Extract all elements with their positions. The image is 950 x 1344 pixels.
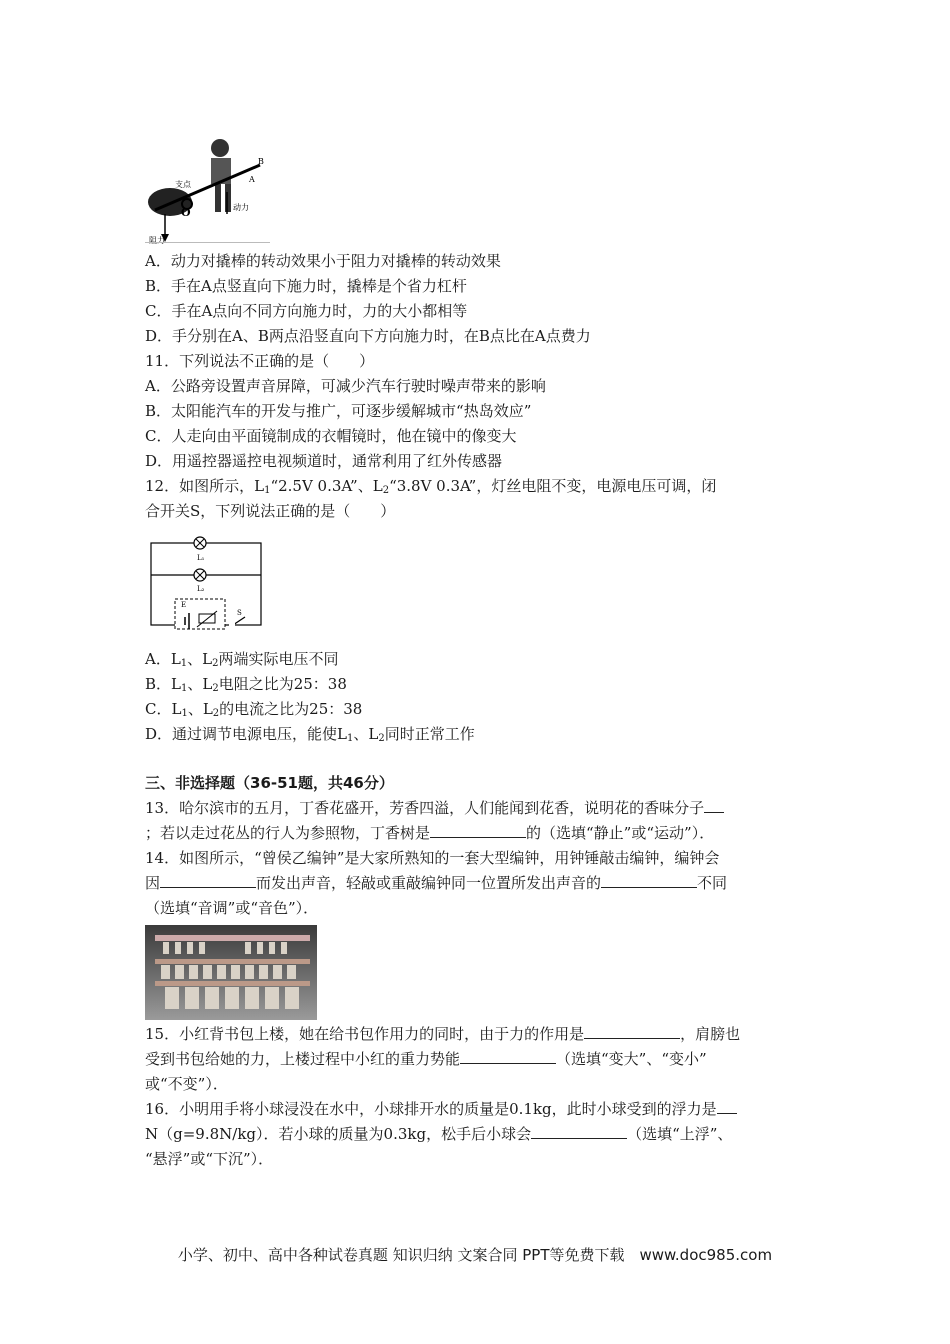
sub: 1 — [180, 658, 188, 669]
text-part: 的（选填“静止”或“运动”）． — [526, 824, 715, 842]
q16-line1 — [145, 1098, 737, 1120]
label-l1: L₁ — [197, 554, 205, 562]
q11-option-d: D．用遥控器遥控电视频道时，通常利用了红外传感器 — [145, 452, 503, 470]
text-part: （选填“变大”、“变小” — [556, 1050, 707, 1068]
text-part: 的电流之比为25：38 — [219, 700, 363, 718]
text-part: 不同 — [697, 874, 728, 892]
q11-option-a: A．公路旁设置声音屏障，可减少汽车行驶时噪声带来的影响 — [145, 377, 546, 395]
text-part: N（g=9.8N/kg）．若小球的质量为0.3kg，松手后小球会 — [145, 1125, 532, 1143]
text-part: 受到书包给她的力，上楼过程中小红的重力势能 — [145, 1050, 461, 1068]
section-title: 三、非选择题（36-51题，共46分） — [145, 774, 394, 792]
q15-line2 — [145, 1048, 707, 1070]
text-part: 而发出声音，轻敲或重敲编钟同一位置所发出声音的 — [256, 874, 602, 892]
text-part: A．L — [145, 650, 181, 668]
q11-option-c: C．人走向由平面镜制成的衣帽镜时，他在镜中的像变大 — [145, 427, 517, 445]
q12-stem — [145, 475, 716, 502]
text-part: 、L — [187, 650, 213, 668]
q11-option-b: B．太阳能汽车的开发与推广，可逐步缓解城市“热岛效应” — [145, 402, 532, 420]
sub: 2 — [378, 733, 385, 744]
sub: 1 — [180, 683, 188, 694]
q10-option-b: B．手在A点竖直向下施力时，撬棒是个省力杠杆 — [145, 277, 467, 295]
text-part: ；若以走过花丛的行人为参照物，丁香树是 — [145, 824, 431, 842]
answer-blank[interactable] — [430, 823, 526, 838]
text-part: 、L — [187, 675, 213, 693]
q12-option-a — [145, 648, 339, 675]
label-effort: 动力 — [233, 203, 249, 212]
q10-option-c: C．手在A点向不同方向施力时，力的大小都相等 — [145, 302, 468, 320]
answer-blank[interactable] — [601, 873, 697, 888]
sub: 2 — [212, 683, 219, 694]
lever-figure — [145, 130, 270, 245]
label-l2: L₂ — [197, 585, 205, 593]
text-part: C．L — [145, 700, 182, 718]
text-part: B．L — [145, 675, 181, 693]
label-a: A — [249, 175, 255, 184]
sub: 1 — [347, 733, 354, 744]
label-o: O — [181, 206, 191, 219]
text-part: 电阻之比为25：38 — [218, 675, 347, 693]
answer-blank[interactable] — [460, 1049, 556, 1064]
text-part: ，肩膀也 — [680, 1025, 741, 1043]
q11-stem: 11．下列说法不正确的是（ ） — [145, 352, 375, 370]
text-part: 15．小红背书包上楼，她在给书包作用力的同时，由于力的作用是 — [145, 1025, 585, 1043]
text-part: 因 — [145, 874, 161, 892]
q15-line1 — [145, 1023, 740, 1045]
text-part: （选填“上浮”、 — [627, 1125, 733, 1143]
text-part: 13．哈尔滨市的五月，丁香花盛开，芳香四溢，人们能闻到花香，说明花的香味分子 — [145, 799, 705, 817]
label-fulcrum: 支点 — [175, 180, 191, 189]
figure-divider — [145, 242, 270, 243]
q12-sub: 1 — [264, 485, 271, 496]
label-s: S — [237, 609, 242, 617]
q12-option-d — [145, 723, 475, 750]
q12-option-c — [145, 698, 362, 725]
text-part: D．通过调节电源电压，能使L — [145, 725, 347, 743]
q14-line1: 14．如图所示，“曾侯乙编钟”是大家所熟知的一套大型编钟，用钟锤敲击编钟，编钟会 — [145, 849, 720, 867]
answer-blank[interactable] — [704, 798, 724, 813]
q15-line3: 或“不变”）． — [145, 1075, 228, 1093]
q12-stem-part: 12．如图所示，L — [145, 477, 265, 495]
q10-option-a: A．动力对撬棒的转动效果小于阻力对撬棒的转动效果 — [145, 252, 501, 270]
answer-blank[interactable] — [531, 1124, 627, 1139]
sub: 2 — [212, 708, 220, 719]
q12-stem-part: “3.8V 0.3A”，灯丝电阻不变，电源电压可调，闭 — [389, 477, 717, 495]
sub: 1 — [181, 708, 188, 719]
q14-line3: （选填“音调”或“音色”）． — [145, 899, 319, 917]
q16-line2 — [145, 1123, 732, 1145]
text-part: 、L — [187, 700, 213, 718]
q10-option-d: D．手分别在A、B两点沿竖直向下方向施力时，在B点比在A点费力 — [145, 327, 591, 345]
sub: 2 — [212, 658, 219, 669]
q13-line2 — [145, 822, 714, 844]
label-e: E — [181, 601, 187, 609]
answer-blank[interactable] — [717, 1099, 737, 1114]
text-part: 同时正常工作 — [384, 725, 475, 743]
q16-line3: “悬浮”或“下沉”）． — [145, 1150, 274, 1168]
answer-blank[interactable] — [584, 1024, 680, 1039]
q12-stem-line2: 合开关S，下列说法正确的是（ ） — [145, 502, 396, 520]
answer-blank[interactable] — [160, 873, 256, 888]
q12-stem-part: “2.5V 0.3A”、L — [270, 477, 383, 495]
text-part: 16．小明用手将小球浸没在水中，小球排开水的质量是0.1kg，此时小球受到的浮力是 — [145, 1100, 717, 1118]
q14-line2 — [145, 872, 727, 894]
bells-photo — [145, 925, 317, 1020]
label-resist: 阻力 — [149, 236, 165, 245]
circuit-figure — [145, 535, 270, 635]
q12-option-b — [145, 673, 347, 700]
text-part: 两端实际电压不同 — [218, 650, 339, 668]
q12-sub: 2 — [382, 485, 390, 496]
page-footer: 小学、初中、高中各种试卷真题 知识归纳 文案合同 PPT等免费下载 www.doc985.com — [177, 1246, 773, 1264]
text-part: 、L — [353, 725, 379, 743]
label-b: B — [258, 157, 264, 166]
q13-line1 — [145, 797, 724, 819]
